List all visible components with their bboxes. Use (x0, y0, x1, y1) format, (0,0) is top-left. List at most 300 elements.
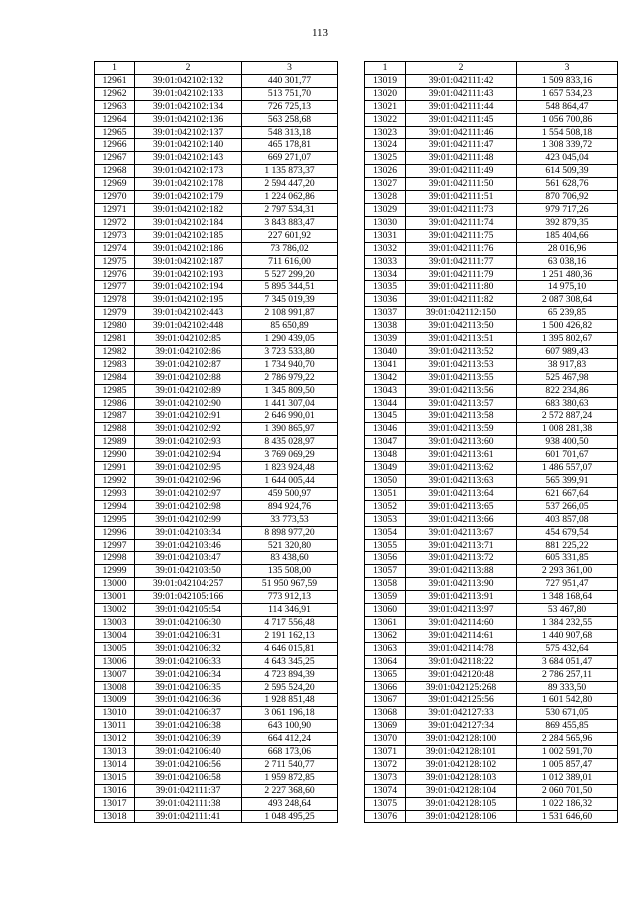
value-cell: 85 650,89 (242, 320, 338, 333)
table-row (95, 733, 338, 746)
value-cell: 1 251 480,36 (517, 268, 618, 281)
value-cell: 869 455,85 (517, 720, 618, 733)
value-cell: 1 005 857,47 (517, 758, 618, 771)
value-cell: 135 508,00 (242, 565, 338, 578)
row-number-cell: 13054 (365, 526, 406, 539)
row-number-cell: 13065 (365, 668, 406, 681)
row-number-cell: 12983 (95, 358, 135, 371)
value-cell: 392 879,35 (517, 216, 618, 229)
value-cell: 1 509 833,16 (517, 74, 618, 87)
cadastral-number-cell: 39:01:042111:47 (406, 139, 517, 152)
table-row (95, 126, 338, 139)
table-row (365, 578, 618, 591)
table-row (95, 487, 338, 500)
table-row (95, 191, 338, 204)
cadastral-number-cell: 39:01:042111:76 (406, 242, 517, 255)
cadastral-number-cell: 39:01:042111:38 (135, 797, 242, 810)
table-row (95, 178, 338, 191)
table-row (365, 397, 618, 410)
row-number-cell: 13020 (365, 87, 406, 100)
cadastral-number-cell: 39:01:042102:143 (135, 152, 242, 165)
table-row (95, 268, 338, 281)
value-cell: 1 601 542,80 (517, 694, 618, 707)
cadastral-number-cell: 39:01:042111:77 (406, 255, 517, 268)
row-number-cell: 13036 (365, 294, 406, 307)
row-number-cell: 13021 (365, 100, 406, 113)
cadastral-number-cell: 39:01:042102:91 (135, 410, 242, 423)
table-row (365, 423, 618, 436)
cadastral-number-cell: 39:01:042102:97 (135, 487, 242, 500)
table-row (365, 694, 618, 707)
table-row (365, 668, 618, 681)
table-row (365, 268, 618, 281)
cadastral-number-cell: 39:01:042120:48 (406, 668, 517, 681)
value-cell: 440 301,77 (242, 74, 338, 87)
table-row (365, 242, 618, 255)
value-cell: 669 271,07 (242, 152, 338, 165)
cadastral-number-cell: 39:01:042113:60 (406, 436, 517, 449)
row-number-cell: 12999 (95, 565, 135, 578)
value-cell: 114 346,91 (242, 604, 338, 617)
value-cell: 2 293 361,00 (517, 565, 618, 578)
row-number-cell: 12973 (95, 229, 135, 242)
cadastral-number-cell: 39:01:042113:66 (406, 513, 517, 526)
row-number-cell: 13063 (365, 642, 406, 655)
cadastral-number-cell: 39:01:042102:179 (135, 191, 242, 204)
row-number-cell: 12988 (95, 423, 135, 436)
table-row (95, 758, 338, 771)
cadastral-number-cell: 39:01:042104:257 (135, 578, 242, 591)
table-row (365, 539, 618, 552)
table-row (365, 565, 618, 578)
row-number-cell: 13064 (365, 655, 406, 668)
cadastral-number-cell: 39:01:042118:22 (406, 655, 517, 668)
cadastral-number-cell: 39:01:042113:52 (406, 345, 517, 358)
value-cell: 2 786 979,22 (242, 371, 338, 384)
row-number-cell: 12980 (95, 320, 135, 333)
cadastral-number-cell: 39:01:042102:86 (135, 345, 242, 358)
table-row (95, 281, 338, 294)
row-number-cell: 12990 (95, 449, 135, 462)
value-cell: 1 644 005,44 (242, 475, 338, 488)
cadastral-number-cell: 39:01:042112:150 (406, 307, 517, 320)
cadastral-number-cell: 39:01:042106:38 (135, 720, 242, 733)
cadastral-number-cell: 39:01:042102:87 (135, 358, 242, 371)
value-cell: 727 951,47 (517, 578, 618, 591)
cadastral-number-cell: 39:01:042106:34 (135, 668, 242, 681)
table-row (95, 707, 338, 720)
value-cell: 2 646 990,01 (242, 410, 338, 423)
table-row (95, 410, 338, 423)
row-number-cell: 13044 (365, 397, 406, 410)
value-cell: 14 975,10 (517, 281, 618, 294)
value-cell: 2 108 991,87 (242, 307, 338, 320)
cadastral-number-cell: 39:01:042103:50 (135, 565, 242, 578)
value-cell: 537 266,05 (517, 500, 618, 513)
row-number-cell: 13062 (365, 629, 406, 642)
cadastral-number-cell: 39:01:042113:65 (406, 500, 517, 513)
row-number-cell: 13029 (365, 203, 406, 216)
row-number-cell: 13027 (365, 178, 406, 191)
table-row (365, 655, 618, 668)
value-cell: 664 412,24 (242, 733, 338, 746)
row-number-cell: 13018 (95, 810, 135, 823)
value-cell: 1 440 907,68 (517, 629, 618, 642)
cadastral-number-cell: 39:01:042111:80 (406, 281, 517, 294)
table-row (95, 320, 338, 333)
table-row (95, 216, 338, 229)
value-cell: 423 045,04 (517, 152, 618, 165)
cadastral-number-cell: 39:01:042113:97 (406, 604, 517, 617)
row-number-cell: 13002 (95, 604, 135, 617)
row-number-cell: 13007 (95, 668, 135, 681)
row-number-cell: 12994 (95, 500, 135, 513)
table-row (95, 810, 338, 823)
row-number-cell: 12970 (95, 191, 135, 204)
value-cell: 1 734 940,70 (242, 358, 338, 371)
table-row (365, 746, 618, 759)
table-row (95, 642, 338, 655)
table-row (365, 629, 618, 642)
value-cell: 4 646 015,81 (242, 642, 338, 655)
cadastral-number-cell: 39:01:042128:103 (406, 771, 517, 784)
value-cell: 4 643 345,25 (242, 655, 338, 668)
row-number-cell: 13052 (365, 500, 406, 513)
table-row (365, 320, 618, 333)
row-number-cell: 13025 (365, 152, 406, 165)
table-row (365, 810, 618, 823)
value-cell: 3 061 196,18 (242, 707, 338, 720)
value-cell: 979 717,26 (517, 203, 618, 216)
table-row (95, 307, 338, 320)
table-row (95, 720, 338, 733)
cadastral-number-cell: 39:01:042111:37 (135, 784, 242, 797)
cadastral-number-cell: 39:01:042102:98 (135, 500, 242, 513)
value-cell: 894 924,76 (242, 500, 338, 513)
table-row (365, 152, 618, 165)
table-row (365, 720, 618, 733)
column-header: 3 (242, 62, 338, 75)
value-cell: 881 225,22 (517, 539, 618, 552)
row-number-cell: 13076 (365, 810, 406, 823)
table-row (365, 371, 618, 384)
cadastral-number-cell: 39:01:042102:186 (135, 242, 242, 255)
table-row (365, 449, 618, 462)
row-number-cell: 13006 (95, 655, 135, 668)
cadastral-number-cell: 39:01:042113:56 (406, 384, 517, 397)
cadastral-number-cell: 39:01:042113:58 (406, 410, 517, 423)
value-cell: 563 258,68 (242, 113, 338, 126)
row-number-cell: 13039 (365, 333, 406, 346)
value-cell: 711 616,00 (242, 255, 338, 268)
row-number-cell: 13073 (365, 771, 406, 784)
table-row (95, 539, 338, 552)
cadastral-number-cell: 39:01:042114:78 (406, 642, 517, 655)
cadastral-number-cell: 39:01:042106:33 (135, 655, 242, 668)
table-row (365, 333, 618, 346)
table-row (95, 565, 338, 578)
row-number-cell: 13000 (95, 578, 135, 591)
value-cell: 33 773,53 (242, 513, 338, 526)
value-cell: 621 667,64 (517, 487, 618, 500)
table-row (365, 203, 618, 216)
cadastral-number-cell: 39:01:042113:67 (406, 526, 517, 539)
cadastral-number-cell: 39:01:042111:49 (406, 165, 517, 178)
table-row (365, 100, 618, 113)
table-row (95, 462, 338, 475)
row-number-cell: 13051 (365, 487, 406, 500)
table-row (95, 513, 338, 526)
table-row (365, 87, 618, 100)
table-row (365, 758, 618, 771)
cadastral-number-cell: 39:01:042111:79 (406, 268, 517, 281)
cadastral-number-cell: 39:01:042113:71 (406, 539, 517, 552)
value-cell: 89 333,50 (517, 681, 618, 694)
value-cell: 822 234,86 (517, 384, 618, 397)
table-row (365, 345, 618, 358)
row-number-cell: 13075 (365, 797, 406, 810)
value-cell: 63 038,16 (517, 255, 618, 268)
value-cell: 4 717 556,48 (242, 616, 338, 629)
value-cell: 2 594 447,20 (242, 178, 338, 191)
table-row (95, 100, 338, 113)
cadastral-number-cell: 39:01:042127:33 (406, 707, 517, 720)
value-cell: 605 331,85 (517, 552, 618, 565)
table-row (95, 113, 338, 126)
value-cell: 1 348 168,64 (517, 591, 618, 604)
cadastral-number-cell: 39:01:042128:104 (406, 784, 517, 797)
value-cell: 607 989,43 (517, 345, 618, 358)
row-number-cell: 12968 (95, 165, 135, 178)
value-cell: 2 087 308,64 (517, 294, 618, 307)
row-number-cell: 13030 (365, 216, 406, 229)
table-row (365, 165, 618, 178)
value-cell: 773 912,13 (242, 591, 338, 604)
table-row (95, 436, 338, 449)
row-number-cell: 13013 (95, 746, 135, 759)
row-number-cell: 13033 (365, 255, 406, 268)
table-row (95, 784, 338, 797)
table-row (365, 307, 618, 320)
table-row (95, 681, 338, 694)
table-row (365, 487, 618, 500)
row-number-cell: 13050 (365, 475, 406, 488)
value-cell: 1 959 872,85 (242, 771, 338, 784)
row-number-cell: 13055 (365, 539, 406, 552)
table-row (95, 797, 338, 810)
row-number-cell: 13045 (365, 410, 406, 423)
value-cell: 726 725,13 (242, 100, 338, 113)
row-number-cell: 13057 (365, 565, 406, 578)
table-row (365, 358, 618, 371)
table-row (95, 694, 338, 707)
cadastral-table-left (94, 61, 338, 823)
value-cell: 938 400,50 (517, 436, 618, 449)
row-number-cell: 12976 (95, 268, 135, 281)
row-number-cell: 13015 (95, 771, 135, 784)
row-number-cell: 13023 (365, 126, 406, 139)
value-cell: 73 786,02 (242, 242, 338, 255)
cadastral-number-cell: 39:01:042113:57 (406, 397, 517, 410)
row-number-cell: 12974 (95, 242, 135, 255)
value-cell: 614 509,39 (517, 165, 618, 178)
column-header: 1 (365, 62, 406, 75)
table-row (95, 604, 338, 617)
table-row (365, 552, 618, 565)
row-number-cell: 12995 (95, 513, 135, 526)
row-number-cell: 12961 (95, 74, 135, 87)
row-number-cell: 12984 (95, 371, 135, 384)
row-number-cell: 12969 (95, 178, 135, 191)
cadastral-number-cell: 39:01:042128:101 (406, 746, 517, 759)
row-number-cell: 13066 (365, 681, 406, 694)
value-cell: 683 380,63 (517, 397, 618, 410)
row-number-cell: 13024 (365, 139, 406, 152)
value-cell: 1 554 508,18 (517, 126, 618, 139)
row-number-cell: 13034 (365, 268, 406, 281)
row-number-cell: 13040 (365, 345, 406, 358)
row-number-cell: 12966 (95, 139, 135, 152)
cadastral-number-cell: 39:01:042103:46 (135, 539, 242, 552)
value-cell: 2 797 534,31 (242, 203, 338, 216)
value-cell: 3 684 051,47 (517, 655, 618, 668)
value-cell: 185 404,66 (517, 229, 618, 242)
row-number-cell: 13035 (365, 281, 406, 294)
cadastral-number-cell: 39:01:042105:54 (135, 604, 242, 617)
cadastral-number-cell: 39:01:042106:40 (135, 746, 242, 759)
value-cell: 1 048 495,25 (242, 810, 338, 823)
value-cell: 83 438,60 (242, 552, 338, 565)
row-number-cell: 12991 (95, 462, 135, 475)
cadastral-number-cell: 39:01:042102:132 (135, 74, 242, 87)
value-cell: 7 345 019,39 (242, 294, 338, 307)
value-cell: 53 467,80 (517, 604, 618, 617)
table-row (95, 345, 338, 358)
table-row (365, 681, 618, 694)
cadastral-table-right (364, 61, 618, 823)
value-cell: 1 308 339,72 (517, 139, 618, 152)
row-number-cell: 13037 (365, 307, 406, 320)
table-row (95, 655, 338, 668)
cadastral-number-cell: 39:01:042106:35 (135, 681, 242, 694)
cadastral-number-cell: 39:01:042102:178 (135, 178, 242, 191)
cadastral-number-cell: 39:01:042102:96 (135, 475, 242, 488)
table-row (365, 604, 618, 617)
cadastral-number-cell: 39:01:042106:56 (135, 758, 242, 771)
table-row (95, 358, 338, 371)
value-cell: 5 895 344,51 (242, 281, 338, 294)
table-row (365, 216, 618, 229)
cadastral-number-cell: 39:01:042113:90 (406, 578, 517, 591)
row-number-cell: 13017 (95, 797, 135, 810)
cadastral-number-cell: 39:01:042111:73 (406, 203, 517, 216)
value-cell: 454 679,54 (517, 526, 618, 539)
table-row (95, 333, 338, 346)
value-cell: 465 178,81 (242, 139, 338, 152)
row-number-cell: 13048 (365, 449, 406, 462)
table-row (365, 513, 618, 526)
table-row (365, 126, 618, 139)
cadastral-number-cell: 39:01:042102:448 (135, 320, 242, 333)
cadastral-number-cell: 39:01:042102:136 (135, 113, 242, 126)
table-row (365, 294, 618, 307)
table-row (365, 707, 618, 720)
table-row (95, 294, 338, 307)
value-cell: 1 928 851,48 (242, 694, 338, 707)
table-row (365, 784, 618, 797)
table-row (95, 552, 338, 565)
row-number-cell: 13060 (365, 604, 406, 617)
cadastral-number-cell: 39:01:042111:43 (406, 87, 517, 100)
row-number-cell: 12963 (95, 100, 135, 113)
table-row (365, 410, 618, 423)
cadastral-number-cell: 39:01:042111:74 (406, 216, 517, 229)
cadastral-number-cell: 39:01:042111:51 (406, 191, 517, 204)
row-number-cell: 12997 (95, 539, 135, 552)
value-cell: 1 486 557,07 (517, 462, 618, 475)
table-row (95, 578, 338, 591)
table-row (95, 423, 338, 436)
cadastral-number-cell: 39:01:042105:166 (135, 591, 242, 604)
value-cell: 530 671,05 (517, 707, 618, 720)
value-cell: 38 917,83 (517, 358, 618, 371)
table-row (365, 255, 618, 268)
row-number-cell: 13004 (95, 629, 135, 642)
table-row (95, 500, 338, 513)
table-row (95, 746, 338, 759)
value-cell: 561 628,76 (517, 178, 618, 191)
row-number-cell: 12986 (95, 397, 135, 410)
table-row (365, 475, 618, 488)
cadastral-number-cell: 39:01:042113:50 (406, 320, 517, 333)
row-number-cell: 13041 (365, 358, 406, 371)
row-number-cell: 13005 (95, 642, 135, 655)
value-cell: 4 723 894,39 (242, 668, 338, 681)
value-cell: 227 601,92 (242, 229, 338, 242)
table-row (95, 629, 338, 642)
row-number-cell: 12989 (95, 436, 135, 449)
table-row (365, 229, 618, 242)
cadastral-number-cell: 39:01:042106:58 (135, 771, 242, 784)
value-cell: 5 527 299,20 (242, 268, 338, 281)
cadastral-number-cell: 39:01:042102:93 (135, 436, 242, 449)
cadastral-number-cell: 39:01:042102:88 (135, 371, 242, 384)
table-row (365, 384, 618, 397)
row-number-cell: 12967 (95, 152, 135, 165)
row-number-cell: 12998 (95, 552, 135, 565)
row-number-cell: 13028 (365, 191, 406, 204)
cadastral-number-cell: 39:01:042113:59 (406, 423, 517, 436)
value-cell: 521 320,80 (242, 539, 338, 552)
cadastral-number-cell: 39:01:042106:39 (135, 733, 242, 746)
cadastral-number-cell: 39:01:042102:85 (135, 333, 242, 346)
value-cell: 1 531 646,60 (517, 810, 618, 823)
cadastral-number-cell: 39:01:042111:45 (406, 113, 517, 126)
table-row (95, 616, 338, 629)
value-cell: 668 173,06 (242, 746, 338, 759)
cadastral-number-cell: 39:01:042128:105 (406, 797, 517, 810)
column-header: 2 (406, 62, 517, 75)
value-cell: 575 432,64 (517, 642, 618, 655)
cadastral-number-cell: 39:01:042128:106 (406, 810, 517, 823)
cadastral-number-cell: 39:01:042128:100 (406, 733, 517, 746)
column-header: 3 (517, 62, 618, 75)
cadastral-number-cell: 39:01:042125:56 (406, 694, 517, 707)
table-row (365, 113, 618, 126)
value-cell: 2 227 368,60 (242, 784, 338, 797)
table-row (365, 771, 618, 784)
table-row (95, 242, 338, 255)
